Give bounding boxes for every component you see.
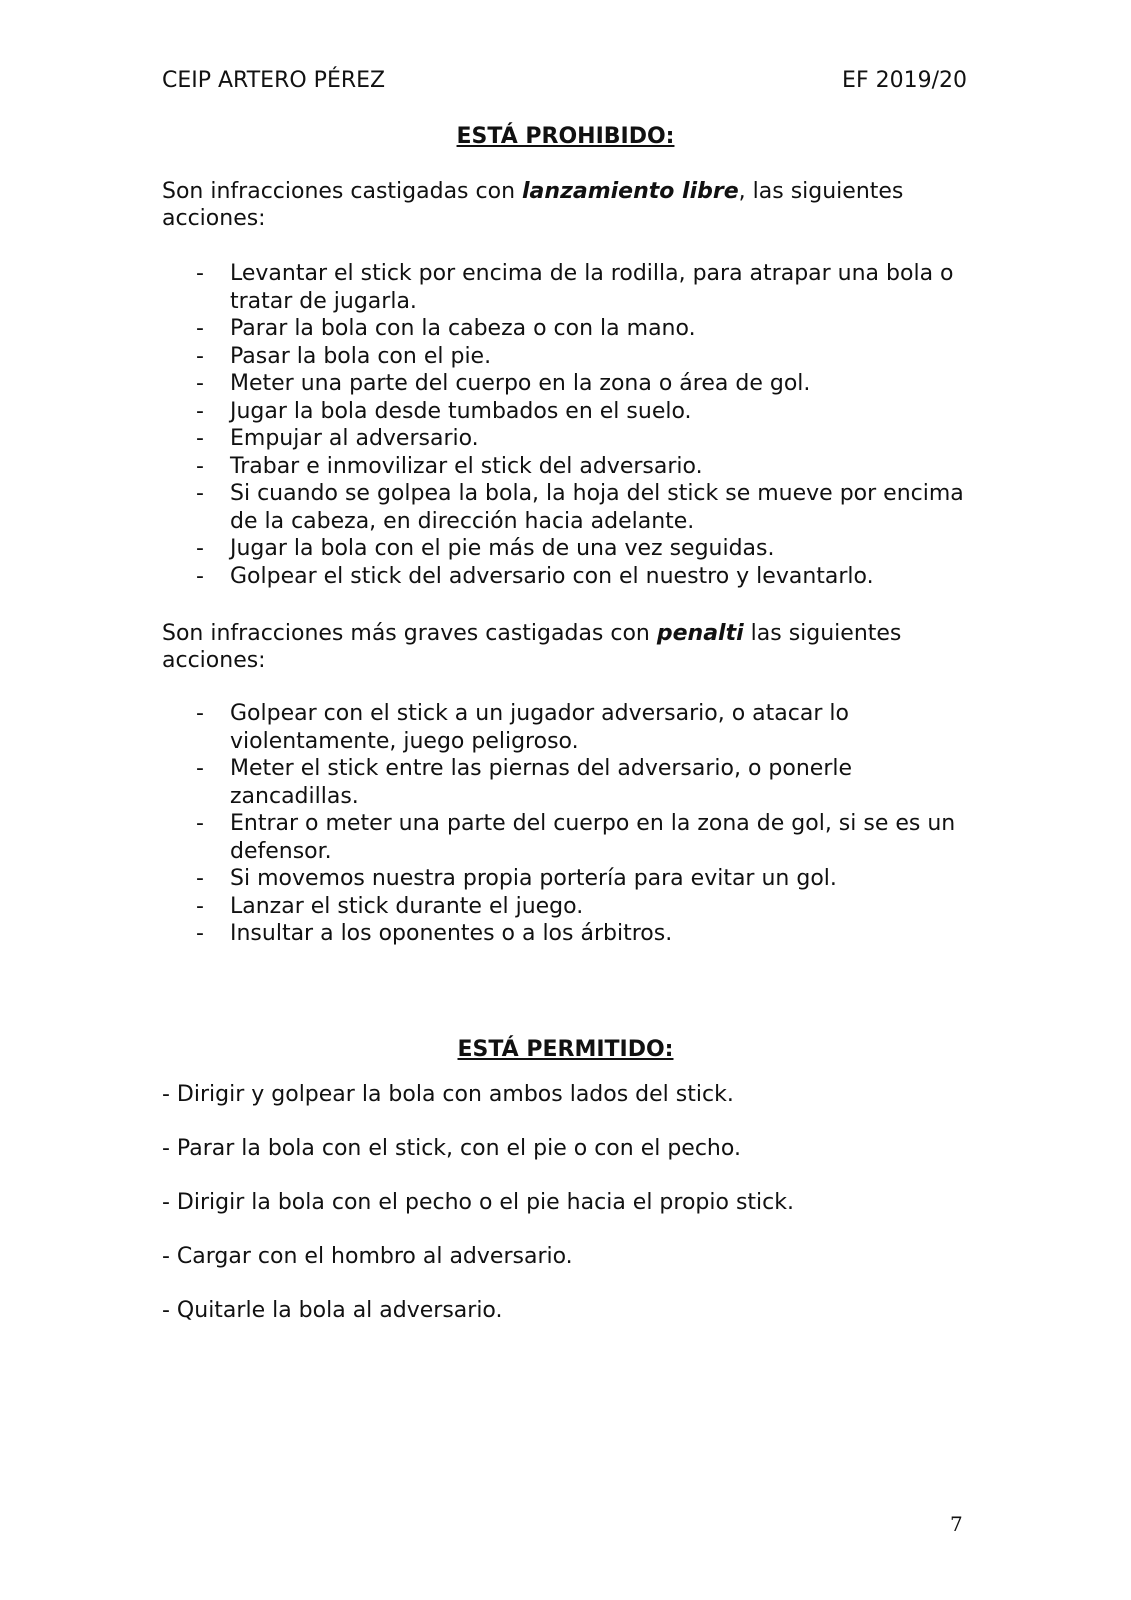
list-item: - Jugar la bola desde tumbados en el suelo. [196,398,692,424]
list-item: - Golpear el stick del adversario con el nuestro y levantarlo. [196,563,874,589]
list-item: - Trabar e inmovilizar el stick del adversario. [196,453,703,479]
list-item: - Lanzar el stick durante el juego. [196,893,584,919]
list-item: - Dirigir y golpear la bola con ambos lados del stick. [162,1082,734,1107]
list-free-throw-infractions [196,260,976,590]
list-item: - Parar la bola con el stick, con el pie o con el pecho. [162,1136,741,1161]
list-item: - Cargar con el hombro al adversario. [162,1244,573,1269]
list-item: - Entrar o meter una parte del cuerpo en la zona de gol, si se es un defensor. [196,811,956,864]
header-school: CEIP ARTERO PÉREZ [162,68,386,93]
list-item: - Empujar al adversario. [196,426,479,451]
list-item: - Jugar la bola con el pie más de una vez seguidas. [196,536,775,561]
list-permitted-actions [162,1081,972,1351]
list-penalty-infractions [196,700,976,948]
list-item: - Insultar a los oponentes o a los árbitros. [196,921,673,946]
heading-permitted: ESTÁ PERMITIDO: [457,1037,674,1062]
list-item: - Golpear con el stick a un jugador adversario, o atacar lo violentamente, juego peligroso. [196,701,849,754]
intro-free-throw: Son infracciones castigadas con lanzamiento libre, las siguientes acciones: [162,179,904,231]
list-item: - Meter el stick entre las piernas del adversario, o ponerle zancadillas. [196,756,853,809]
list-item: - Si movemos nuestra propia portería para evitar un gol. [196,866,837,891]
header-course: EF 2019/20 [842,68,967,93]
list-item: - Dirigir la bola con el pecho o el pie hacia el propio stick. [162,1190,794,1215]
list-item: - Meter una parte del cuerpo en la zona o área de gol. [196,371,811,396]
heading-prohibited: ESTÁ PROHIBIDO: [456,124,675,149]
list-item: - Si cuando se golpea la bola, la hoja del stick se mueve por encima de la cabeza, en dirección hacia adelante. [196,481,964,534]
page-header [162,68,967,98]
list-item: - Parar la bola con la cabeza o con la mano. [196,316,696,341]
intro-penalty: Son infracciones más graves castigadas con penalti las siguientes acciones: [162,621,902,673]
list-item: - Levantar el stick por encima de la rodilla, para atrapar una bola o tratar de jugarla. [196,261,954,314]
list-item: - Quitarle la bola al adversario. [162,1298,503,1323]
list-item: - Pasar la bola con el pie. [196,343,492,369]
page-number: 7 [950,1512,963,1536]
